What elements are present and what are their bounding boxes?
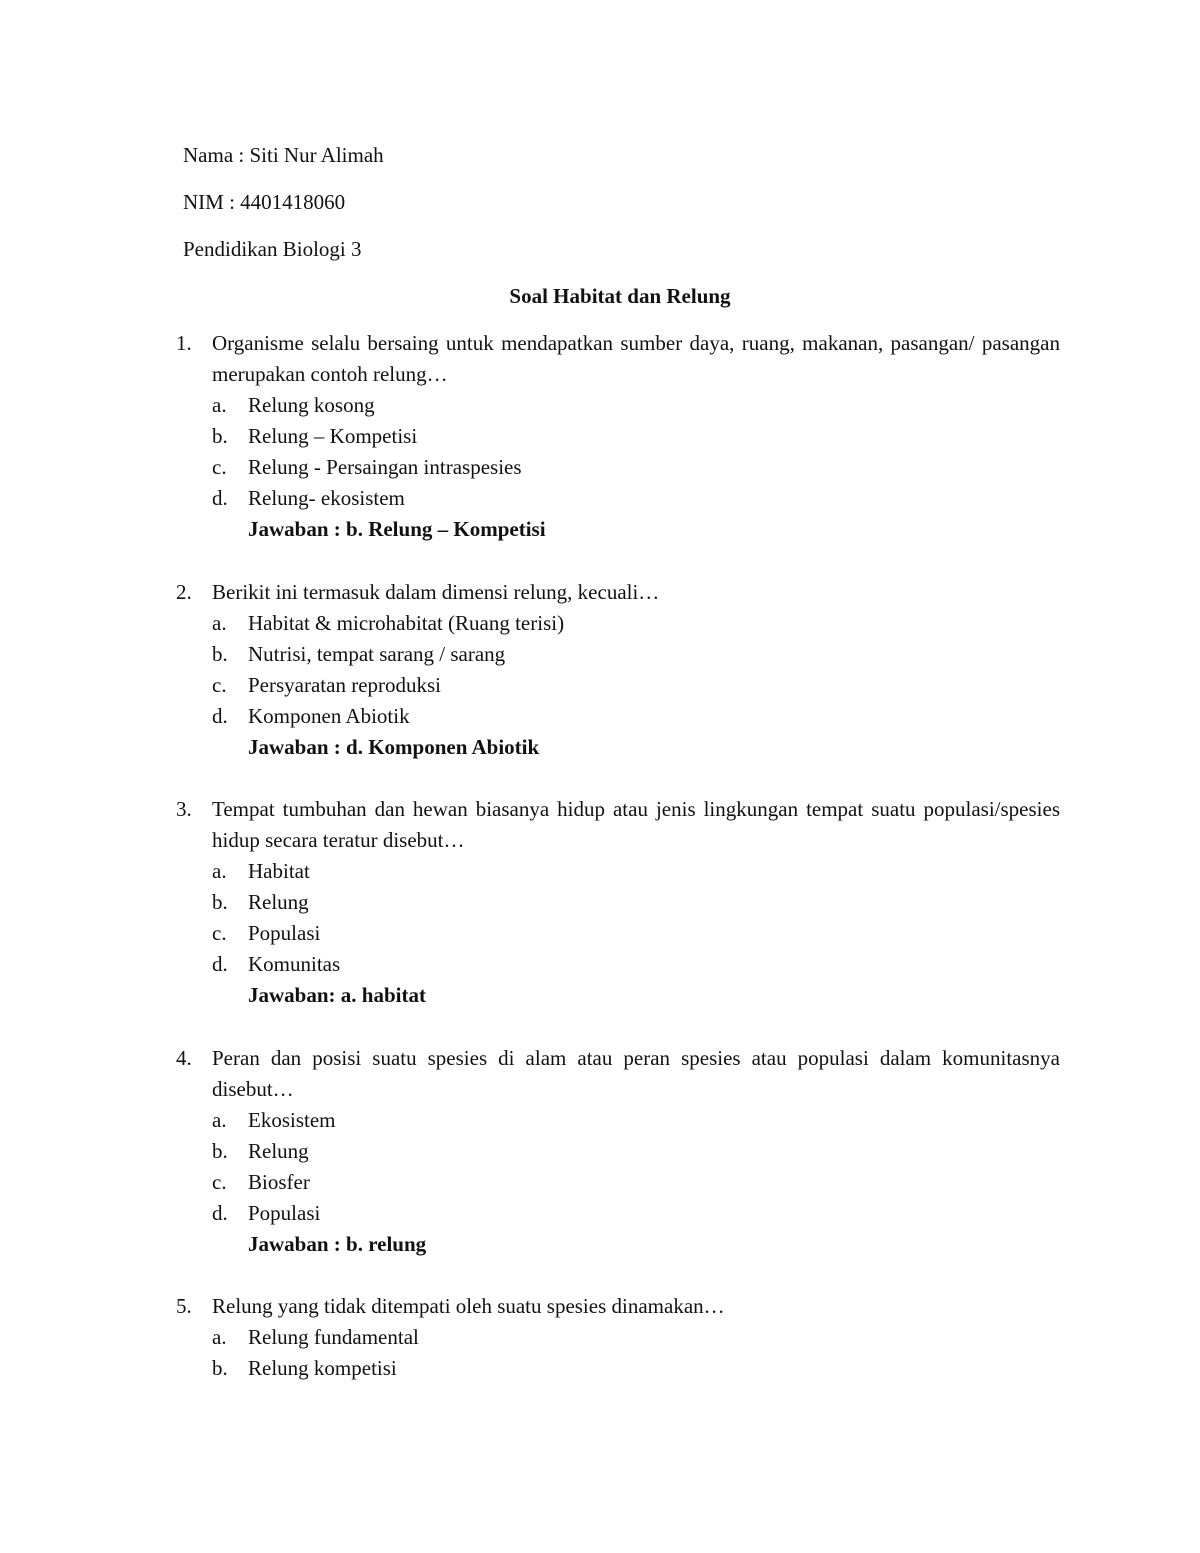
option-text: Komunitas <box>248 952 341 976</box>
question-number: 1. <box>176 331 192 355</box>
question-3 <box>176 794 1060 1011</box>
option-letter: d. <box>212 952 228 976</box>
question-stem <box>176 1291 1060 1322</box>
option-letter: a. <box>212 859 227 883</box>
option-text: Nutrisi, tempat sarang / sarang <box>248 642 506 666</box>
option-d <box>176 701 1060 732</box>
option-text: Habitat <box>248 859 310 883</box>
student-nim: NIM : 4401418060 <box>183 190 346 214</box>
option-c <box>176 670 1060 701</box>
option-text: Relung- ekosistem <box>248 486 405 510</box>
option-c <box>176 1167 1060 1198</box>
question-2 <box>176 577 1060 763</box>
question-stem <box>176 577 1060 608</box>
option-letter: b. <box>212 424 228 448</box>
option-letter: d. <box>212 1201 228 1225</box>
option-text: Relung kosong <box>248 393 375 417</box>
question-5 <box>176 1291 1060 1384</box>
option-a <box>176 856 1060 887</box>
option-a <box>176 1322 1060 1353</box>
option-text: Relung fundamental <box>248 1325 419 1349</box>
option-text: Populasi <box>248 1201 321 1225</box>
option-letter: c. <box>212 921 227 945</box>
option-text: Komponen Abiotik <box>248 704 410 728</box>
option-b <box>176 639 1060 670</box>
option-text: Habitat & microhabitat (Ruang terisi) <box>248 611 565 635</box>
option-letter: c. <box>212 1170 227 1194</box>
option-letter: b. <box>212 890 228 914</box>
answer-key: Jawaban : d. Komponen Abiotik <box>248 735 540 759</box>
answer-key: Jawaban : b. relung <box>248 1232 427 1256</box>
option-text: Relung – Kompetisi <box>248 424 418 448</box>
answer-key: Jawaban : b. Relung – Kompetisi <box>248 517 546 541</box>
option-c <box>176 452 1060 483</box>
question-stem <box>176 328 1060 390</box>
option-text: Populasi <box>248 921 321 945</box>
question-stem <box>176 1043 1060 1105</box>
option-b <box>176 887 1060 918</box>
question-1 <box>176 328 1060 545</box>
option-letter: d. <box>212 486 228 510</box>
option-d <box>176 483 1060 514</box>
option-text: Relung <box>248 890 309 914</box>
student-name: Nama : Siti Nur Alimah <box>183 143 384 167</box>
question-text: Berikit ini termasuk dalam dimensi relung, kecuali… <box>212 580 660 604</box>
option-b <box>176 1136 1060 1167</box>
question-number: 4. <box>176 1046 192 1070</box>
option-text: Relung <box>248 1139 309 1163</box>
question-text: Organisme selalu bersaing untuk mendapatkan sumber daya, ruang, makanan, pasangan/ pasangan merupakan contoh relung… <box>212 331 1060 386</box>
option-c <box>176 918 1060 949</box>
question-number: 2. <box>176 580 192 604</box>
option-letter: a. <box>212 1108 227 1132</box>
option-text: Ekosistem <box>248 1108 336 1132</box>
option-letter: b. <box>212 1139 228 1163</box>
document-title: Soal Habitat dan Relung <box>509 284 731 308</box>
option-letter: b. <box>212 642 228 666</box>
option-letter: c. <box>212 455 227 479</box>
option-letter: a. <box>212 611 227 635</box>
option-letter: c. <box>212 673 227 697</box>
question-text: Tempat tumbuhan dan hewan biasanya hidup atau jenis lingkungan tempat suatu populasi/spesies hidup secara teratur disebut… <box>212 797 1060 852</box>
question-text: Relung yang tidak ditempati oleh suatu spesies dinamakan… <box>212 1294 725 1318</box>
option-text: Biosfer <box>248 1170 310 1194</box>
question-stem <box>176 794 1060 856</box>
option-text: Relung - Persaingan intraspesies <box>248 455 522 479</box>
option-letter: d. <box>212 704 228 728</box>
option-d <box>176 949 1060 980</box>
option-letter: a. <box>212 1325 227 1349</box>
option-letter: a. <box>212 393 227 417</box>
option-text: Persyaratan reproduksi <box>248 673 442 697</box>
answer-key: Jawaban: a. habitat <box>248 983 426 1007</box>
option-a <box>176 608 1060 639</box>
option-letter: b. <box>212 1356 228 1380</box>
question-4 <box>176 1043 1060 1260</box>
option-b <box>176 1353 1060 1384</box>
option-text: Relung kompetisi <box>248 1356 397 1380</box>
question-number: 3. <box>176 797 192 821</box>
question-text: Peran dan posisi suatu spesies di alam atau peran spesies atau populasi dalam komunitasnya disebut… <box>212 1046 1060 1101</box>
option-a <box>176 1105 1060 1136</box>
option-a <box>176 390 1060 421</box>
student-class: Pendidikan Biologi 3 <box>183 237 362 261</box>
option-d <box>176 1198 1060 1229</box>
question-number: 5. <box>176 1294 192 1318</box>
option-b <box>176 421 1060 452</box>
